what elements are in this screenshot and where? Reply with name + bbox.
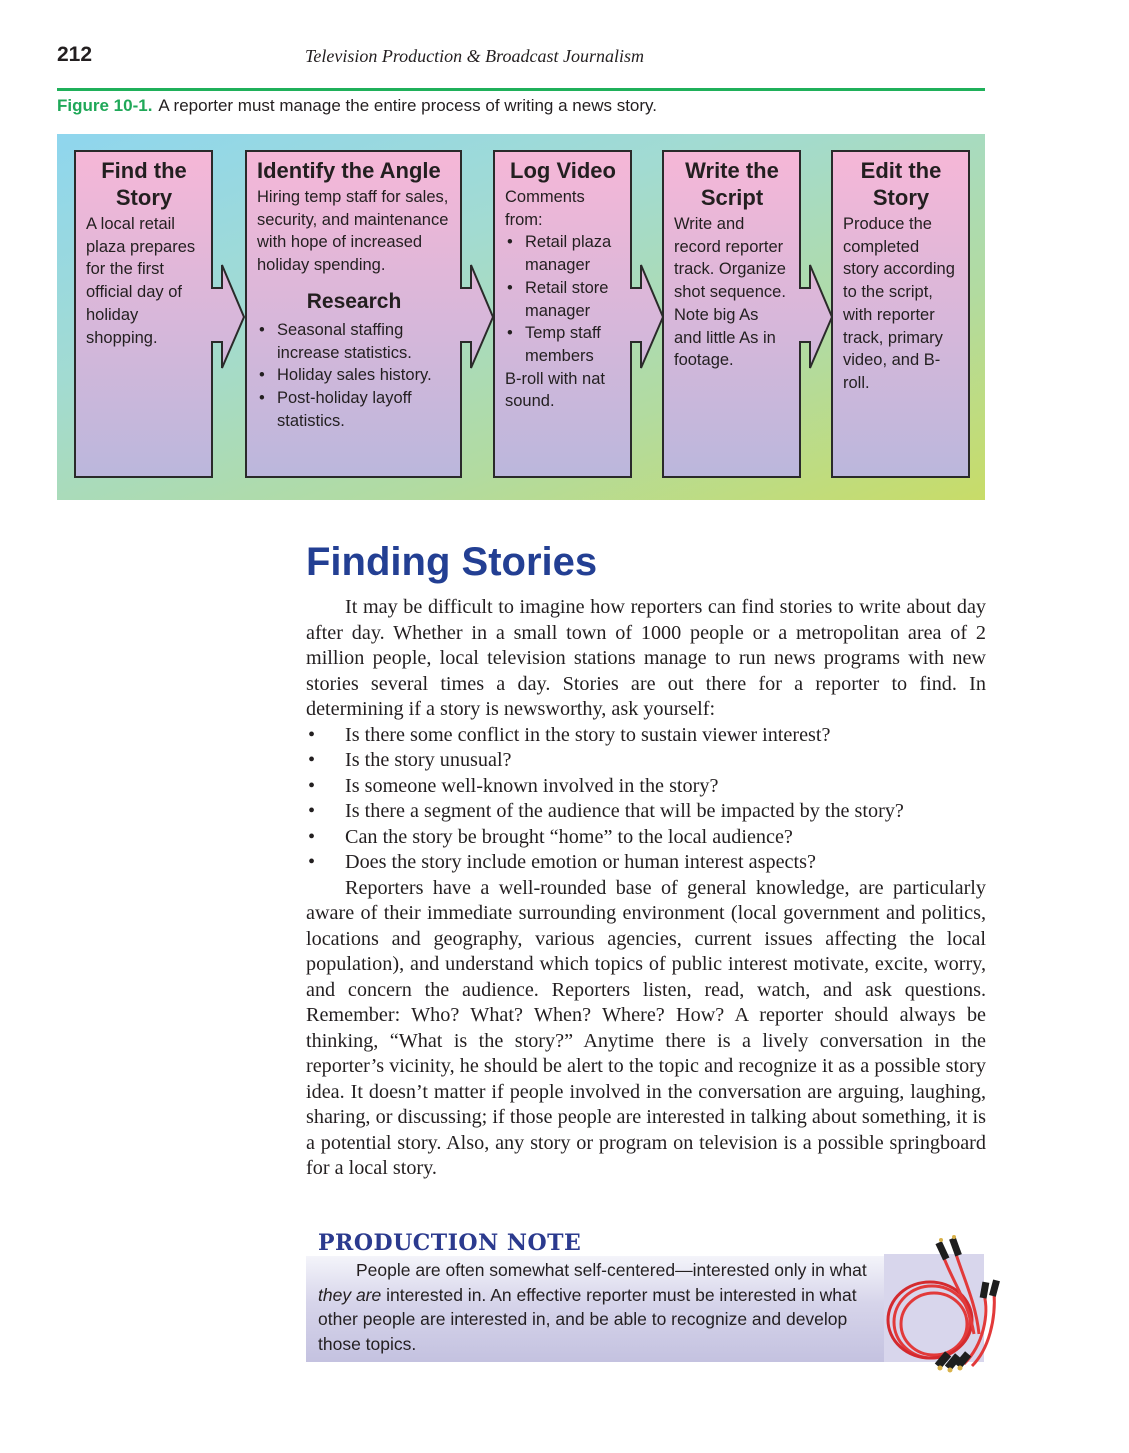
newsworthy-questions bbox=[306, 723, 986, 876]
body-text bbox=[306, 595, 986, 1182]
question-item: • Is someone well-known involved in the story? bbox=[306, 774, 986, 800]
process-diagram bbox=[57, 134, 985, 500]
step-text: Hiring temp staff for sales, security, and maintenance with hope of increased holiday spending. bbox=[257, 188, 449, 275]
note-text bbox=[318, 1258, 883, 1356]
step-title: Find the Story bbox=[101, 158, 187, 210]
step-title: Log Video bbox=[510, 158, 616, 183]
research-list bbox=[257, 319, 451, 433]
step-title: Edit the Story bbox=[860, 158, 942, 210]
comment-source: • Retail store manager bbox=[505, 277, 621, 322]
research-item: • Seasonal staffing increase statistics. bbox=[257, 319, 451, 364]
comment-source: • Retail plaza manager bbox=[505, 231, 621, 276]
note-title: PRODUCTION NOTE bbox=[318, 1230, 582, 1256]
step-log-video bbox=[494, 151, 631, 413]
rca-cables-icon bbox=[884, 1234, 1002, 1374]
research-subtitle: Research bbox=[306, 289, 402, 313]
step-identify-the-angle bbox=[246, 151, 461, 432]
note-text-emphasis: they are bbox=[318, 1284, 382, 1305]
question-item: • Is there some conflict in the story to sustain viewer interest? bbox=[306, 723, 986, 749]
note-text-start: People are often somewhat self-centered—interested only in what bbox=[356, 1260, 867, 1280]
step-title: Identify the Angle bbox=[257, 158, 441, 183]
question-item: • Is the story unusual? bbox=[306, 748, 986, 774]
figure-caption-text: A reporter must manage the entire process of writing a news story. bbox=[158, 96, 657, 115]
figure-label: Figure 10-1. bbox=[57, 96, 153, 115]
step-title: Write the Script bbox=[685, 158, 779, 210]
question-item: • Is there a segment of the audience that will be impacted by the story? bbox=[306, 799, 986, 825]
step-find-the-story bbox=[75, 151, 212, 349]
note-text-end: interested in. An effective reporter must be interested in what other people are interested in, and be able to recognize and develop those topics. bbox=[318, 1284, 857, 1354]
header-rule bbox=[57, 88, 985, 91]
comments-list bbox=[505, 231, 621, 367]
research-item: • Holiday sales history. bbox=[257, 364, 451, 387]
question-item: • Can the story be brought “home” to the local audience? bbox=[306, 825, 986, 851]
step-text-after: B-roll with nat sound. bbox=[505, 369, 605, 411]
step-write-the-script bbox=[663, 151, 800, 372]
step-text: Write and record reporter track. Organize shot sequence. Note big As and little As in footage. bbox=[674, 215, 786, 370]
research-item: • Post-holiday layoff statistics. bbox=[257, 387, 451, 432]
step-text: A local retail plaza prepares for the first official day of holiday shopping. bbox=[86, 215, 196, 347]
question-item: • Does the story include emotion or human interest aspects? bbox=[306, 850, 986, 876]
page-number: 212 bbox=[57, 43, 93, 66]
section-heading: Finding Stories bbox=[306, 540, 598, 584]
body-paragraph: Reporters have a well-rounded base of general knowledge, are particularly aware of their immediate surrounding environment (local government and politics, locations and geography, various agencies, current issues affecting the local population), and understand which topics of public interest motivate, excite, worry, and concern the audience. Reporters listen, read, watch, and ask questions. Remember: Who? What? When? Where? How? A reporter should always be thinking, “What is the story?” Anytime there is a lively conversation in the reporter’s vicinity, he should be alert to the topic and recognize it as a possible story idea. It doesn’t matter if people involved in the conversation are arguing, laughing, sharing, or discussing; if those people are interested in talking about something, it is a potential story. Also, any story or program on television is a possible springboard for a local story. bbox=[306, 876, 986, 1179]
step-text: Comments from: bbox=[505, 188, 585, 229]
comment-source: • Temp staff members bbox=[505, 322, 621, 367]
figure-caption bbox=[57, 96, 657, 116]
step-edit-the-story bbox=[832, 151, 969, 395]
step-text: Produce the completed story according to the script, with reporter track, primary video, and B-roll. bbox=[843, 215, 955, 392]
running-head: Television Production & Broadcast Journalism bbox=[305, 46, 644, 66]
intro-paragraph: It may be difficult to imagine how reporters can find stories to write about day after day. Whether in a small town of 1000 people or a metropolitan area of 2 million people, local television stations manage to run news programs with new stories several times a day. Stories are out there for a reporter to find. In determining if a story is newsworthy, ask yourself: bbox=[306, 596, 986, 720]
